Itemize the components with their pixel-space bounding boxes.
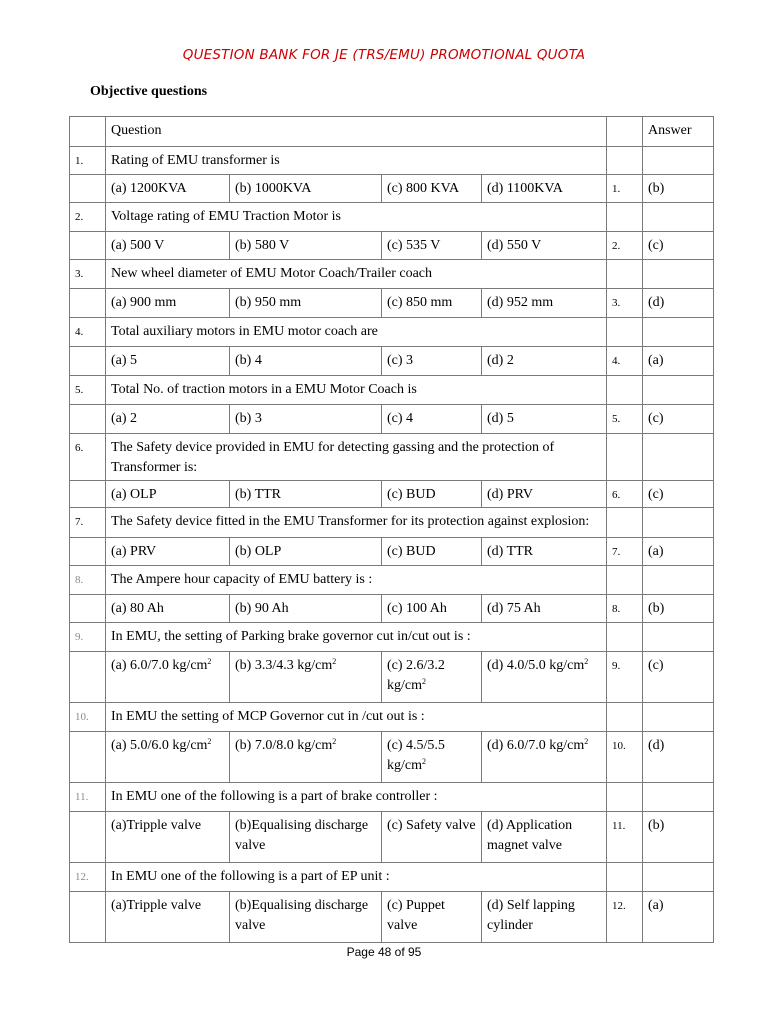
empty-cell: [643, 863, 714, 892]
empty-cell: [607, 783, 643, 812]
option-text: (b) OLP: [235, 544, 282, 559]
question-number: 8.: [70, 566, 106, 595]
option-text: (c) 4.5/5.5 kg/cm: [387, 738, 445, 773]
option-cell: [106, 892, 230, 943]
question-number: 10.: [70, 703, 106, 732]
options-row: [70, 232, 714, 260]
option-cell: [482, 652, 607, 703]
option-cell: [482, 812, 607, 863]
answer-index: 9.: [607, 652, 643, 703]
option-cell: [106, 812, 230, 863]
option-cell: [482, 732, 607, 783]
option-text: (d) Self lapping cylinder: [487, 898, 575, 933]
option-text: (d) TTR: [487, 544, 534, 559]
answer-value: (b): [643, 595, 714, 623]
empty-cell: [643, 566, 714, 595]
option-text: (b) 3.3/4.3 kg/cm: [235, 658, 333, 673]
empty-cell: [607, 863, 643, 892]
answer-value: (d): [643, 732, 714, 783]
question-text: New wheel diameter of EMU Motor Coach/Trailer coach: [106, 260, 607, 289]
question-table: [69, 116, 714, 943]
empty-cell: [643, 147, 714, 175]
answer-index: 5.: [607, 405, 643, 434]
empty-cell: [607, 147, 643, 175]
option-cell: [382, 481, 482, 508]
question-text: Voltage rating of EMU Traction Motor is: [106, 203, 607, 232]
option-text: (a) 80 Ah: [111, 601, 164, 616]
option-text: (a) PRV: [111, 544, 157, 559]
option-cell: [106, 175, 230, 203]
option-cell: [230, 289, 382, 318]
option-text: (b) 580 V: [235, 238, 290, 253]
question-number: 5.: [70, 376, 106, 405]
option-cell: [382, 595, 482, 623]
empty-cell: [70, 481, 106, 508]
option-superscript: 2: [332, 737, 337, 746]
empty-cell: [643, 434, 714, 481]
option-cell: [106, 232, 230, 260]
question-text: In EMU the setting of MCP Governor cut in /cut out is :: [106, 703, 607, 732]
empty-cell: [607, 260, 643, 289]
options-row: [70, 652, 714, 703]
empty-cell: [607, 203, 643, 232]
question-text: Total auxiliary motors in EMU motor coach are: [106, 318, 607, 347]
option-text: (d) 5: [487, 411, 514, 426]
option-cell: [106, 481, 230, 508]
answer-index: 12.: [607, 892, 643, 943]
option-text: (d) 4.0/5.0 kg/cm: [487, 658, 585, 673]
option-text: (a)Tripple valve: [111, 898, 202, 913]
question-number: 11.: [70, 783, 106, 812]
option-text: (a) 2: [111, 411, 138, 426]
answer-index: 3.: [607, 289, 643, 318]
option-text: (b) 1000KVA: [235, 181, 312, 196]
option-text: (d) 952 mm: [487, 295, 554, 310]
page-number: Page 48 of 95: [346, 945, 422, 959]
option-cell: [106, 652, 230, 703]
question-row: [70, 147, 714, 175]
question-row: [70, 863, 714, 892]
option-text: (b) 950 mm: [235, 295, 302, 310]
option-cell: [230, 595, 382, 623]
option-text: (a) 5: [111, 353, 138, 368]
question-row: [70, 508, 714, 538]
option-text: (b) 7.0/8.0 kg/cm: [235, 738, 333, 753]
empty-cell: [70, 175, 106, 203]
answer-value: (c): [643, 481, 714, 508]
option-text: (a) 1200KVA: [111, 181, 187, 196]
option-cell: [382, 289, 482, 318]
answer-value: (a): [643, 347, 714, 376]
option-cell: [106, 347, 230, 376]
option-cell: [106, 732, 230, 783]
option-cell: [482, 538, 607, 566]
answer-value: (d): [643, 289, 714, 318]
option-cell: [382, 405, 482, 434]
empty-cell: [70, 289, 106, 318]
question-text: Rating of EMU transformer is: [106, 147, 607, 175]
options-row: [70, 175, 714, 203]
question-number: 2.: [70, 203, 106, 232]
option-cell: [382, 812, 482, 863]
answer-index: 4.: [607, 347, 643, 376]
option-text: (b) 90 Ah: [235, 601, 289, 616]
question-row: [70, 434, 714, 481]
option-text: (d) Application magnet valve: [487, 818, 573, 853]
option-text: (c) Safety valve: [387, 818, 476, 833]
option-text: (d) 550 V: [487, 238, 542, 253]
question-row: [70, 203, 714, 232]
option-cell: [230, 812, 382, 863]
option-text: (a) 900 mm: [111, 295, 177, 310]
empty-cell: [70, 538, 106, 566]
option-cell: [382, 652, 482, 703]
option-superscript: 2: [422, 677, 426, 686]
option-cell: [482, 595, 607, 623]
option-cell: [106, 538, 230, 566]
option-cell: [230, 347, 382, 376]
answer-index: 11.: [607, 812, 643, 863]
empty-cell: [643, 703, 714, 732]
option-text: (d) 1100KVA: [487, 181, 563, 196]
empty-cell: [607, 318, 643, 347]
option-text: (c) BUD: [387, 487, 436, 502]
answer-index: 1.: [607, 175, 643, 203]
options-row: [70, 405, 714, 434]
empty-cell: [607, 376, 643, 405]
question-text: The Ampere hour capacity of EMU battery is :: [106, 566, 607, 595]
option-cell: [230, 538, 382, 566]
question-text: In EMU one of the following is a part of brake controller :: [106, 783, 607, 812]
option-cell: [382, 232, 482, 260]
option-cell: [482, 405, 607, 434]
option-cell: [230, 892, 382, 943]
empty-cell: [607, 623, 643, 652]
option-cell: [230, 405, 382, 434]
option-text: (c) 100 Ah: [387, 601, 447, 616]
question-number: 6.: [70, 434, 106, 481]
option-text: (b) 3: [235, 411, 262, 426]
options-row: [70, 812, 714, 863]
option-text: (a) 500 V: [111, 238, 165, 253]
options-row: [70, 481, 714, 508]
options-row: [70, 892, 714, 943]
question-text: Total No. of traction motors in a EMU Motor Coach is: [106, 376, 607, 405]
answer-value: (c): [643, 405, 714, 434]
option-text: (c) 850 mm: [387, 295, 453, 310]
option-cell: [230, 232, 382, 260]
option-cell: [106, 595, 230, 623]
option-cell: [382, 538, 482, 566]
option-cell: [230, 732, 382, 783]
empty-cell: [70, 232, 106, 260]
option-cell: [106, 289, 230, 318]
page-title: QUESTION BANK FOR JE (TRS/EMU) PROMOTIONAL QUOTA: [182, 47, 586, 63]
question-number: 9.: [70, 623, 106, 652]
option-cell: [106, 405, 230, 434]
empty-cell: [607, 508, 643, 538]
option-text: (c) 3: [387, 353, 414, 368]
question-row: [70, 318, 714, 347]
empty-cell: [643, 783, 714, 812]
question-text: The Safety device provided in EMU for detecting gassing and the protection of Transformer is:: [106, 434, 607, 481]
option-cell: [230, 481, 382, 508]
question-number: 3.: [70, 260, 106, 289]
option-text: (b)Equalising discharge valve: [235, 818, 369, 853]
option-cell: [482, 892, 607, 943]
question-text: The Safety device fitted in the EMU Transformer for its protection against explosion:: [106, 508, 607, 538]
empty-cell: [607, 434, 643, 481]
question-number: 1.: [70, 147, 106, 175]
question-text: In EMU, the setting of Parking brake governor cut in/cut out is :: [106, 623, 607, 652]
option-cell: [382, 892, 482, 943]
answer-value: (c): [643, 652, 714, 703]
answer-index: 2.: [607, 232, 643, 260]
question-number: 12.: [70, 863, 106, 892]
option-cell: [482, 232, 607, 260]
answer-index: 7.: [607, 538, 643, 566]
option-cell: [482, 175, 607, 203]
empty-cell: [607, 703, 643, 732]
option-text: (b)Equalising discharge valve: [235, 898, 369, 933]
empty-cell: [70, 892, 106, 943]
option-cell: [230, 175, 382, 203]
option-superscript: 2: [207, 737, 212, 746]
empty-cell: [643, 376, 714, 405]
option-text: (b) TTR: [235, 487, 282, 502]
option-cell: [382, 347, 482, 376]
question-row: [70, 783, 714, 812]
answer-value: (a): [643, 892, 714, 943]
options-row: [70, 595, 714, 623]
option-cell: [482, 289, 607, 318]
option-text: (a) OLP: [111, 487, 157, 502]
option-text: (b) 4: [235, 353, 262, 368]
empty-cell: [643, 508, 714, 538]
question-row: [70, 566, 714, 595]
option-text: (c) 535 V: [387, 238, 441, 253]
option-cell: [482, 481, 607, 508]
option-superscript: 2: [584, 737, 589, 746]
header-answer: Answer: [643, 117, 714, 147]
answer-value: (b): [643, 175, 714, 203]
empty-cell: [70, 405, 106, 434]
option-text: (c) 2.6/3.2 kg/cm: [387, 658, 445, 693]
option-text: (a) 5.0/6.0 kg/cm: [111, 738, 208, 753]
table-header-row: [70, 117, 714, 147]
answer-index: 10.: [607, 732, 643, 783]
option-text: (a) 6.0/7.0 kg/cm: [111, 658, 208, 673]
option-text: (a)Tripple valve: [111, 818, 202, 833]
question-text: In EMU one of the following is a part of EP unit :: [106, 863, 607, 892]
header-number-cell: [70, 117, 106, 147]
option-text: (d) PRV: [487, 487, 533, 502]
option-text: (d) 75 Ah: [487, 601, 541, 616]
answer-index: 6.: [607, 481, 643, 508]
answer-index: 8.: [607, 595, 643, 623]
question-row: [70, 623, 714, 652]
empty-cell: [607, 566, 643, 595]
option-cell: [382, 732, 482, 783]
answer-value: (b): [643, 812, 714, 863]
answer-value: (c): [643, 232, 714, 260]
option-text: (c) Puppet valve: [387, 898, 445, 933]
empty-cell: [643, 318, 714, 347]
options-row: [70, 347, 714, 376]
header-index-cell: [607, 117, 643, 147]
empty-cell: [70, 652, 106, 703]
options-row: [70, 538, 714, 566]
option-text: (d) 6.0/7.0 kg/cm: [487, 738, 585, 753]
empty-cell: [643, 623, 714, 652]
empty-cell: [70, 812, 106, 863]
question-row: [70, 260, 714, 289]
empty-cell: [70, 347, 106, 376]
option-cell: [482, 347, 607, 376]
option-superscript: 2: [584, 657, 589, 666]
header-question: Question: [106, 117, 607, 147]
option-text: (c) BUD: [387, 544, 436, 559]
question-number: 7.: [70, 508, 106, 538]
answer-value: (a): [643, 538, 714, 566]
question-row: [70, 703, 714, 732]
empty-cell: [643, 260, 714, 289]
option-superscript: 2: [332, 657, 337, 666]
question-row: [70, 376, 714, 405]
empty-cell: [70, 732, 106, 783]
options-row: [70, 732, 714, 783]
question-table-body: [70, 117, 714, 943]
empty-cell: [643, 203, 714, 232]
option-text: (c) 4: [387, 411, 414, 426]
option-cell: [230, 652, 382, 703]
options-row: [70, 289, 714, 318]
option-text: (c) 800 KVA: [387, 181, 460, 196]
option-superscript: 2: [207, 657, 212, 666]
section-heading: Objective questions: [90, 84, 208, 99]
question-number: 4.: [70, 318, 106, 347]
empty-cell: [70, 595, 106, 623]
option-cell: [382, 175, 482, 203]
option-superscript: 2: [422, 757, 426, 766]
option-text: (d) 2: [487, 353, 514, 368]
